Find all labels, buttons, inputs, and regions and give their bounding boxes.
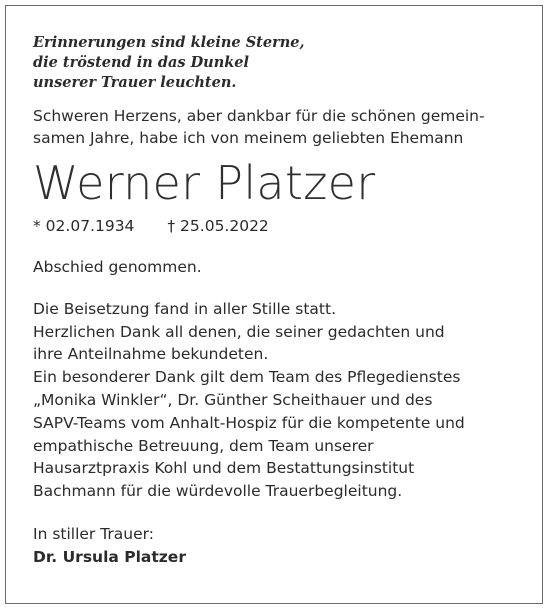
mourner-name: Dr. Ursula Platzer: [33, 547, 186, 566]
funeral-line: empathische Betreuung, dem Team unserer: [33, 436, 374, 455]
funeral-text: [33, 298, 523, 503]
intro-line: Schweren Herzens, aber dankbar für die schönen gemein-: [33, 107, 485, 125]
memorial-quote: [33, 33, 523, 93]
funeral-line: Herzlichen Dank all denen, die seiner gedachten und: [33, 322, 445, 341]
life-dates: [33, 215, 523, 237]
funeral-line: „Monika Winkler“, Dr. Günther Scheithauer und des: [33, 390, 433, 409]
funeral-line: Die Beisetzung fand in aller Stille statt.: [33, 299, 336, 318]
quote-line: Erinnerungen sind kleine Sterne,: [33, 34, 305, 51]
mourners-label: In stiller Trauer:: [33, 524, 154, 543]
deceased-name: Werner Platzer: [33, 156, 376, 210]
funeral-line: Bachmann für die würdevolle Trauerbegleitung.: [33, 482, 403, 501]
quote-line: unserer Trauer leuchten.: [33, 74, 237, 91]
funeral-line: SAPV-Teams vom Anhalt-Hospiz für die kompetente und: [33, 413, 465, 432]
birth-date: * 02.07.1934: [33, 217, 135, 235]
farewell-text: Abschied genommen.: [33, 258, 202, 276]
obituary-content: [33, 33, 523, 569]
intro-line: samen Jahre, habe ich von meinem geliebten Ehemann: [33, 129, 464, 147]
intro-text: [33, 105, 523, 149]
funeral-line: Hausarztpraxis Kohl und dem Bestattungsinstitut: [33, 459, 415, 478]
quote-line: die tröstend in das Dunkel: [33, 54, 250, 71]
funeral-line: ihre Anteilnahme bekundeten.: [33, 345, 269, 364]
funeral-line: Ein besonderer Dank gilt dem Team des Pflegedienstes: [33, 368, 461, 387]
obituary-frame: [5, 5, 543, 604]
mourners-block: [33, 523, 523, 569]
death-date: † 25.05.2022: [167, 217, 269, 235]
